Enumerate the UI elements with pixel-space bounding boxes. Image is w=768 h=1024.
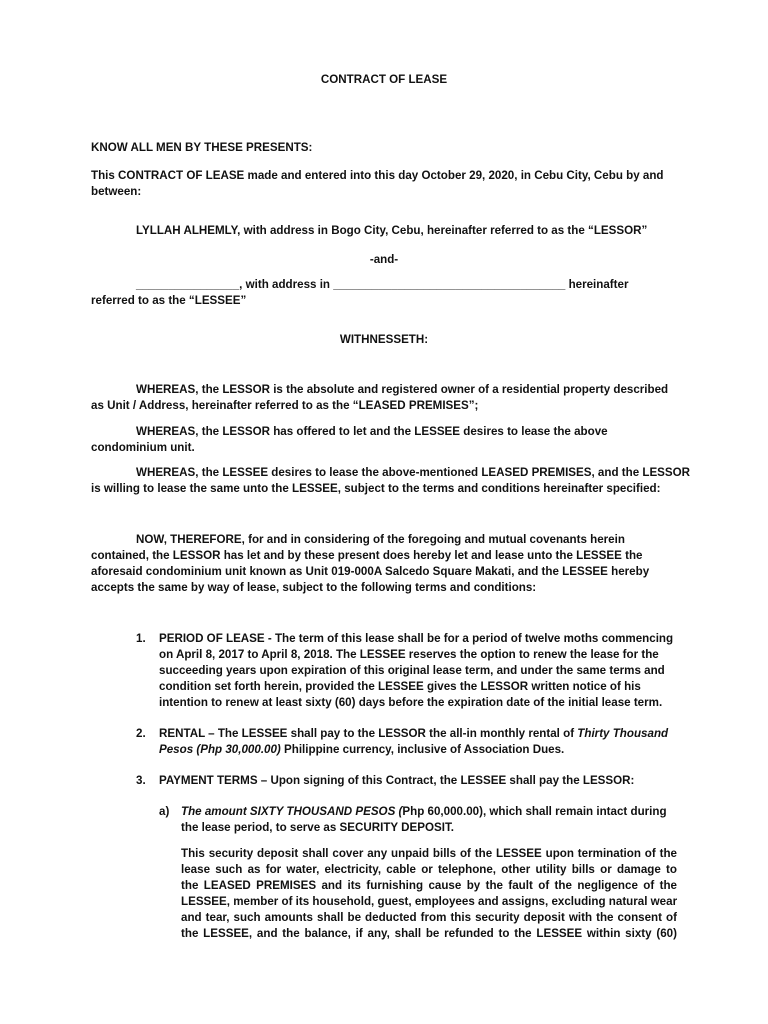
and-separator: -and-: [369, 253, 399, 266]
sub-item-a-line-2: [181, 820, 454, 836]
whereas-3-line-1: WHEREAS, the LESSEE desires to lease the above-mentioned LEASED PREMISES, and the LESSOR: [136, 466, 691, 479]
item-3-line-1: PAYMENT TERMS – Upon signing of this Contract, the LESSEE shall pay the LESSOR:: [159, 774, 635, 787]
lessor-details: with address in Bogo City, Cebu, hereinafter referred to as the “LESSOR”: [240, 224, 648, 237]
whereas-1-line-2: as Unit / Address, hereinafter referred to as the “LEASED PREMISES”;: [91, 399, 479, 412]
rental-amount-words: Thirty Thousand: [577, 727, 669, 740]
rental-text: RENTAL – The LESSEE shall pay to the LESSOR the all-in monthly rental of: [159, 727, 578, 740]
lessee-line-2: referred to as the “LESSEE”: [91, 294, 247, 307]
sub-item-a-label: a): [159, 805, 170, 818]
now-therefore-text: for and in considering of the foregoing and mutual covenants herein: [244, 533, 625, 546]
deposit-amount-words: The amount SIXTY THOUSAND PESOS (: [181, 805, 403, 818]
know-all-heading: KNOW ALL MEN BY THESE PRESENTS:: [91, 141, 313, 154]
security-deposit-line-2: lease such as for water, electricity, cable or telephone, other utility bills or damage to: [181, 863, 677, 876]
now-therefore-line-1: [136, 532, 625, 548]
item-2-line-2: [159, 742, 564, 758]
intro-line-1: This CONTRACT OF LEASE made and entered into this day October 29, 2020, in Cebu City, Cebu by and: [91, 169, 664, 182]
now-therefore-line-2: contained, the LESSOR has let and by these present does hereby let and lease unto the LESSEE the: [91, 549, 643, 562]
intro-line-2: between:: [91, 185, 142, 198]
security-deposit-term: SECURITY DEPOSIT.: [339, 821, 454, 834]
whereas-1-line-1: WHEREAS, the LESSOR is the absolute and registered owner of a residential property described: [136, 383, 669, 396]
lessor-name: LYLLAH ALHEMLY,: [136, 224, 241, 237]
now-therefore-lead: NOW, THEREFORE,: [136, 533, 245, 546]
security-deposit-line-4: LESSEE, member of its household, guest, employees and assigns, excluding natural wear: [181, 895, 678, 908]
item-3-number: 3.: [136, 774, 146, 787]
sub-item-a-line-1: [181, 804, 667, 820]
item-1-line-4: condition set forth herein, provided the LESSEE gives the LESSOR written notice of his: [159, 680, 641, 693]
security-deposit-line-1: This security deposit shall cover any unpaid bills of the LESSEE upon termination of the: [181, 847, 677, 860]
lessor-line: [136, 223, 647, 239]
deposit-purpose-text: the lease period, to serve as: [181, 821, 340, 834]
whereas-3-line-2: is willing to lease the same unto the LESSEE, subject to the terms and conditions hereinafter specified:: [91, 482, 661, 495]
security-deposit-line-6: the LESSEE, and the balance, if any, shall be refunded to the LESSEE within sixty (60): [181, 927, 677, 940]
now-therefore-line-4: accepts the same by way of lease, subject to the following terms and conditions:: [91, 581, 537, 594]
witnesseth-heading: WITHNESSETH:: [339, 333, 429, 346]
item-1-number: 1.: [136, 632, 146, 645]
rental-currency-text: Philippine currency, inclusive of Association Dues.: [280, 743, 565, 756]
item-1-line-3: succeeding years upon expiration of this original lease term, and under the same terms and: [159, 664, 665, 677]
item-1-line-2: on April 8, 2017 to April 8, 2018. The LESSEE reserves the option to renew the lease for the: [159, 648, 659, 661]
item-2-line-1: [159, 726, 668, 742]
item-1-line-1: PERIOD OF LEASE - The term of this lease shall be for a period of twelve moths commencing: [159, 632, 674, 645]
rental-amount: Pesos (Php 30,000.00): [159, 743, 281, 756]
security-deposit-line-3: the LEASED PREMISES and its furnishing cause by the fault of the negligence of the: [181, 879, 677, 892]
document-title: CONTRACT OF LEASE: [320, 73, 448, 86]
security-deposit-line-5: and tear, such amounts shall be deducted from this security deposit with the consent of: [181, 911, 677, 924]
deposit-text: which shall remain intact during: [486, 805, 667, 818]
deposit-amount: Php 60,000.00),: [402, 805, 487, 818]
item-2-number: 2.: [136, 727, 146, 740]
whereas-2-line-2: condominium unit.: [91, 441, 195, 454]
lessee-line-1: ________________, with address in ____________________________________ hereinafter: [136, 278, 629, 291]
whereas-2-line-1: WHEREAS, the LESSOR has offered to let and the LESSEE desires to lease the above: [136, 425, 608, 438]
now-therefore-line-3: aforesaid condominium unit known as Unit 019-000A Salcedo Square Makati, and the LESSEE hereby: [91, 565, 650, 578]
item-1-line-5: intention to renew at least sixty (60) days before the expiration date of the initial lease term.: [159, 696, 663, 709]
